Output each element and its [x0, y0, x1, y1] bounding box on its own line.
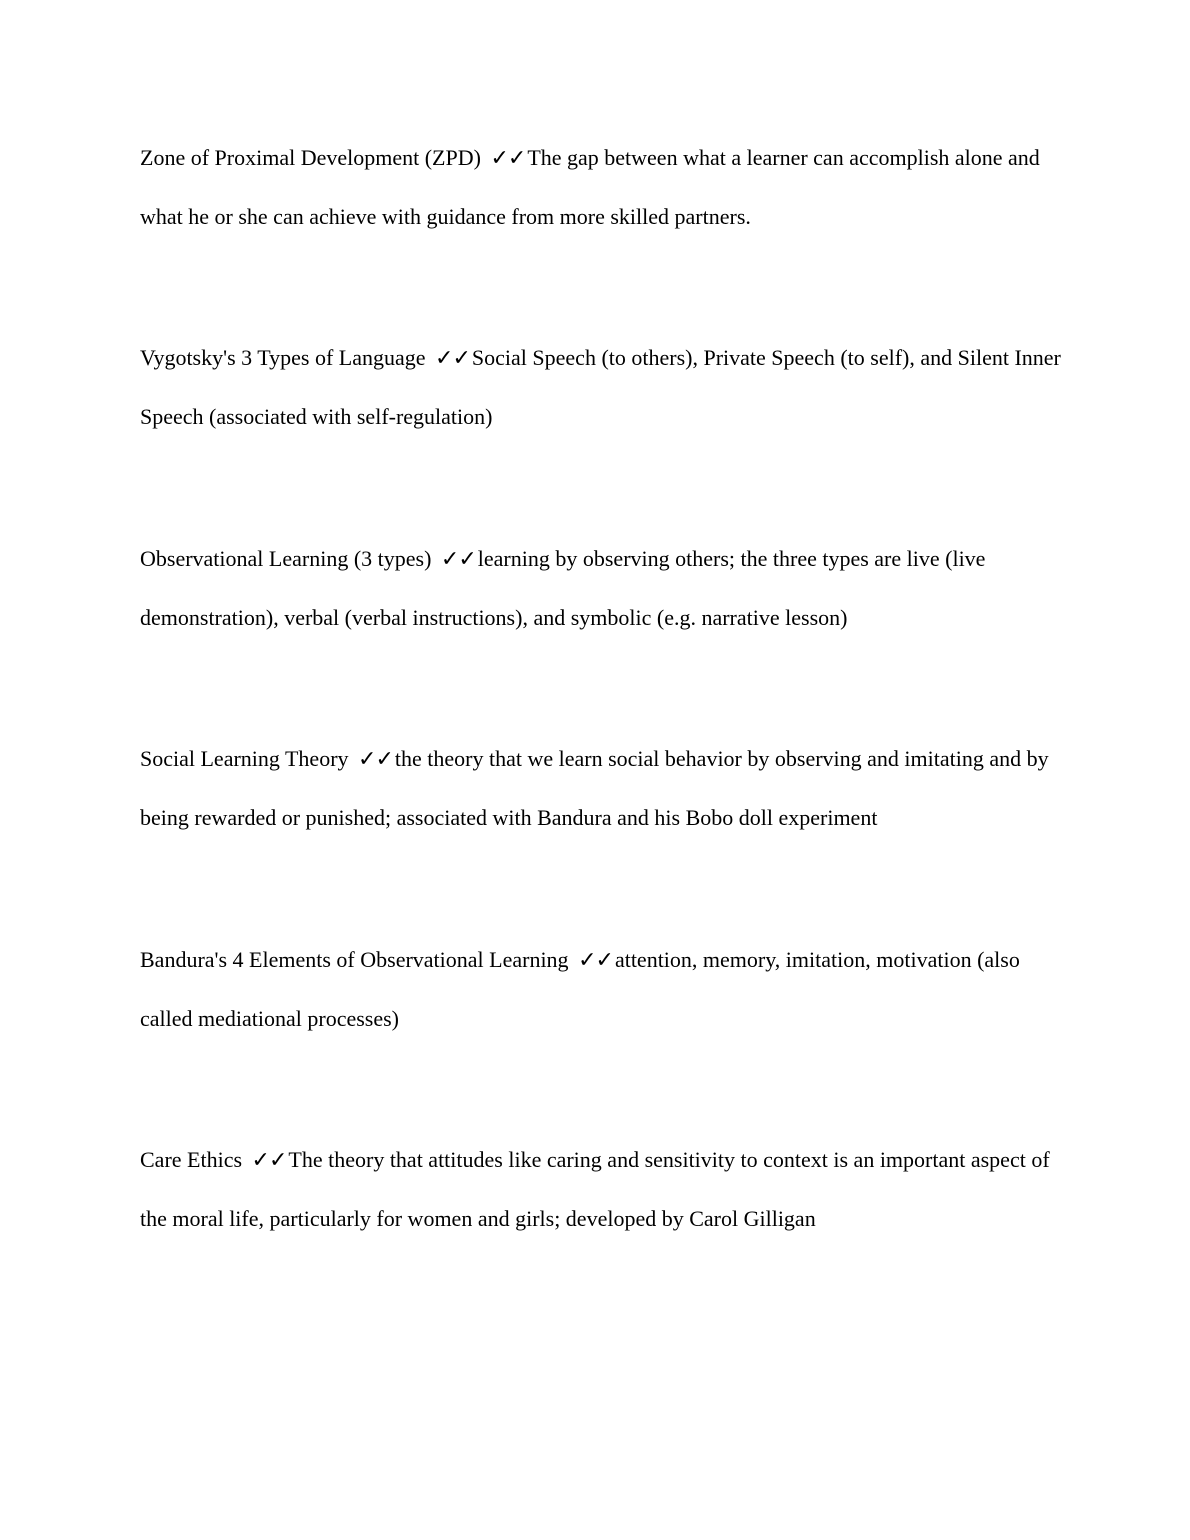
entry-definition: learning by observing others; the three types are live (live demonstration), verbal (verbal instructions), and symbolic (e.g. narrative lesson) — [140, 546, 986, 630]
double-check-icon: ✓✓ — [578, 948, 613, 973]
double-check-icon: ✓✓ — [435, 346, 470, 371]
entry-definition: the theory that we learn social behavior by observing and imitating and by being rewarded or punished; associated with Bandura and his Bobo doll experiment — [140, 746, 1049, 830]
entry-term: Social Learning Theory — [140, 746, 349, 771]
flashcard-entry — [140, 730, 1070, 847]
entry-definition: attention, memory, imitation, motivation (also called mediational processes) — [140, 947, 1020, 1031]
flashcard-entry — [140, 129, 1070, 246]
entry-definition: The theory that attitudes like caring and sensitivity to context is an important aspect of the moral life, particularly for women and girls; developed by Carol Gilligan — [140, 1147, 1050, 1231]
entry-term: Care Ethics — [140, 1147, 243, 1172]
flashcard-entry — [140, 530, 1070, 647]
flashcard-entry — [140, 1131, 1070, 1248]
entry-term: Observational Learning (3 types) — [140, 546, 432, 571]
double-check-icon: ✓✓ — [358, 747, 393, 772]
double-check-icon: ✓✓ — [440, 547, 476, 572]
entry-term: Vygotsky's 3 Types of Language — [140, 345, 426, 370]
entry-term: Zone of Proximal Development (ZPD) — [140, 145, 481, 170]
double-check-icon: ✓✓ — [251, 1148, 287, 1173]
double-check-icon: ✓✓ — [490, 146, 526, 171]
entry-definition: Social Speech (to others), Private Speech (to self), and Silent Inner Speech (associated with self-regulation) — [140, 345, 1061, 429]
entry-term: Bandura's 4 Elements of Observational Learning — [140, 947, 569, 972]
entry-definition: The gap between what a learner can accomplish alone and what he or she can achieve with guidance from more skilled partners. — [140, 145, 1040, 229]
flashcard-entry — [140, 329, 1070, 446]
flashcard-entry — [140, 931, 1070, 1048]
